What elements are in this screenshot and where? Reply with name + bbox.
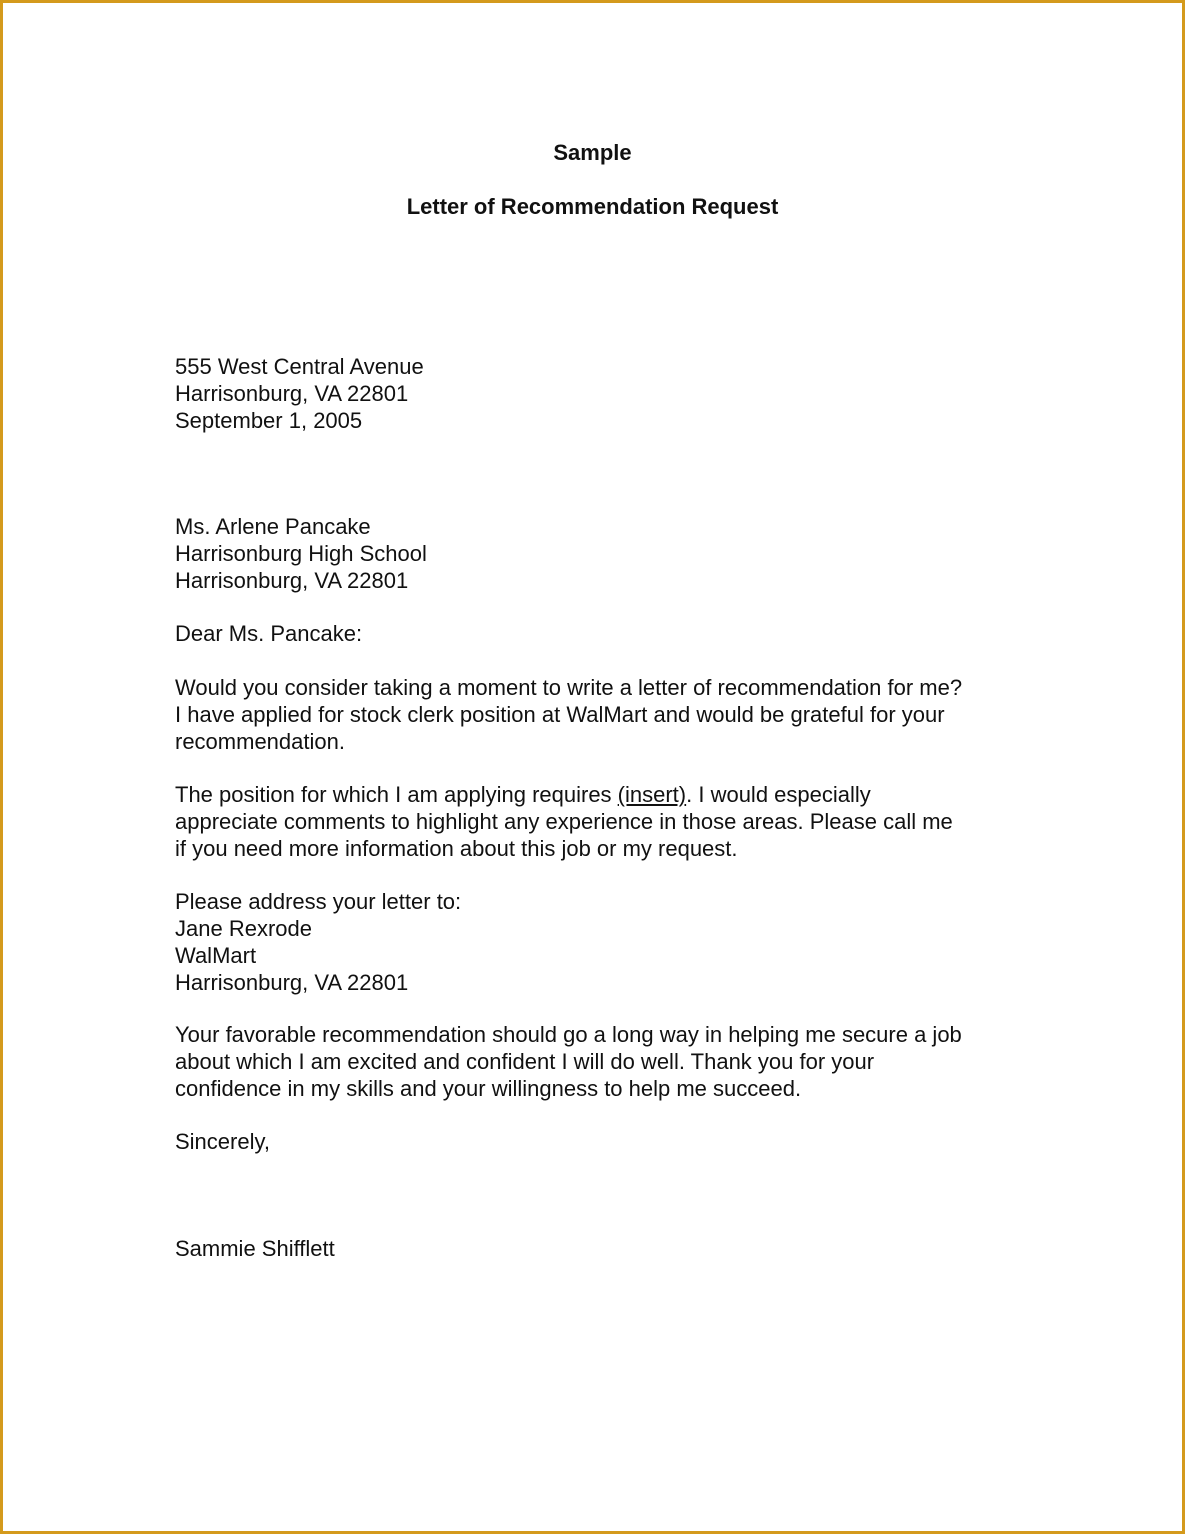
addressee-name: Jane Rexrode — [175, 916, 312, 941]
sender-city-state-zip: Harrisonburg, VA 22801 — [175, 381, 409, 406]
paragraph-line: I have applied for stock clerk position at WalMart and would be grateful for your — [175, 702, 945, 727]
paragraph-thanks — [175, 1021, 1055, 1102]
signature-name: Sammie Shifflett — [175, 1236, 335, 1261]
paragraph-line: appreciate comments to highlight any experience in those areas. Please call me — [175, 809, 953, 834]
document-subtitle: Letter of Recommendation Request — [406, 194, 779, 219]
paragraph-address-to — [175, 888, 1055, 996]
sender-address-block — [175, 353, 1055, 434]
paragraph-line: recommendation. — [175, 729, 345, 754]
salutation: Dear Ms. Pancake: — [175, 621, 363, 646]
insert-placeholder: (insert) — [617, 782, 687, 807]
letter-date: September 1, 2005 — [175, 408, 363, 433]
recipient-address-block — [175, 513, 1055, 594]
paragraph-line — [175, 781, 1055, 808]
paragraph-text: . I would especially — [686, 782, 871, 807]
paragraph-line: if you need more information about this job or my request. — [175, 836, 738, 861]
paragraph-request — [175, 674, 1055, 755]
paragraph-line: Your favorable recommendation should go a long way in helping me secure a job — [175, 1022, 962, 1047]
closing: Sincerely, — [175, 1129, 270, 1154]
paragraph-line: Would you consider taking a moment to write a letter of recommendation for me? — [175, 675, 963, 700]
sender-street: 555 West Central Avenue — [175, 354, 424, 379]
paragraph-position-details — [175, 781, 1055, 862]
paragraph-text: The position for which I am applying requires — [175, 782, 618, 807]
addressee-company: WalMart — [175, 943, 257, 968]
document-title: Sample — [553, 140, 632, 165]
recipient-name: Ms. Arlene Pancake — [175, 514, 371, 539]
paragraph-line: about which I am excited and confident I will do well. Thank you for your — [175, 1049, 875, 1074]
paragraph-line: Please address your letter to: — [175, 889, 462, 914]
recipient-city-state-zip: Harrisonburg, VA 22801 — [175, 568, 409, 593]
addressee-city-state-zip: Harrisonburg, VA 22801 — [175, 970, 409, 995]
recipient-organization: Harrisonburg High School — [175, 541, 427, 566]
paragraph-line: confidence in my skills and your willingness to help me succeed. — [175, 1076, 802, 1101]
